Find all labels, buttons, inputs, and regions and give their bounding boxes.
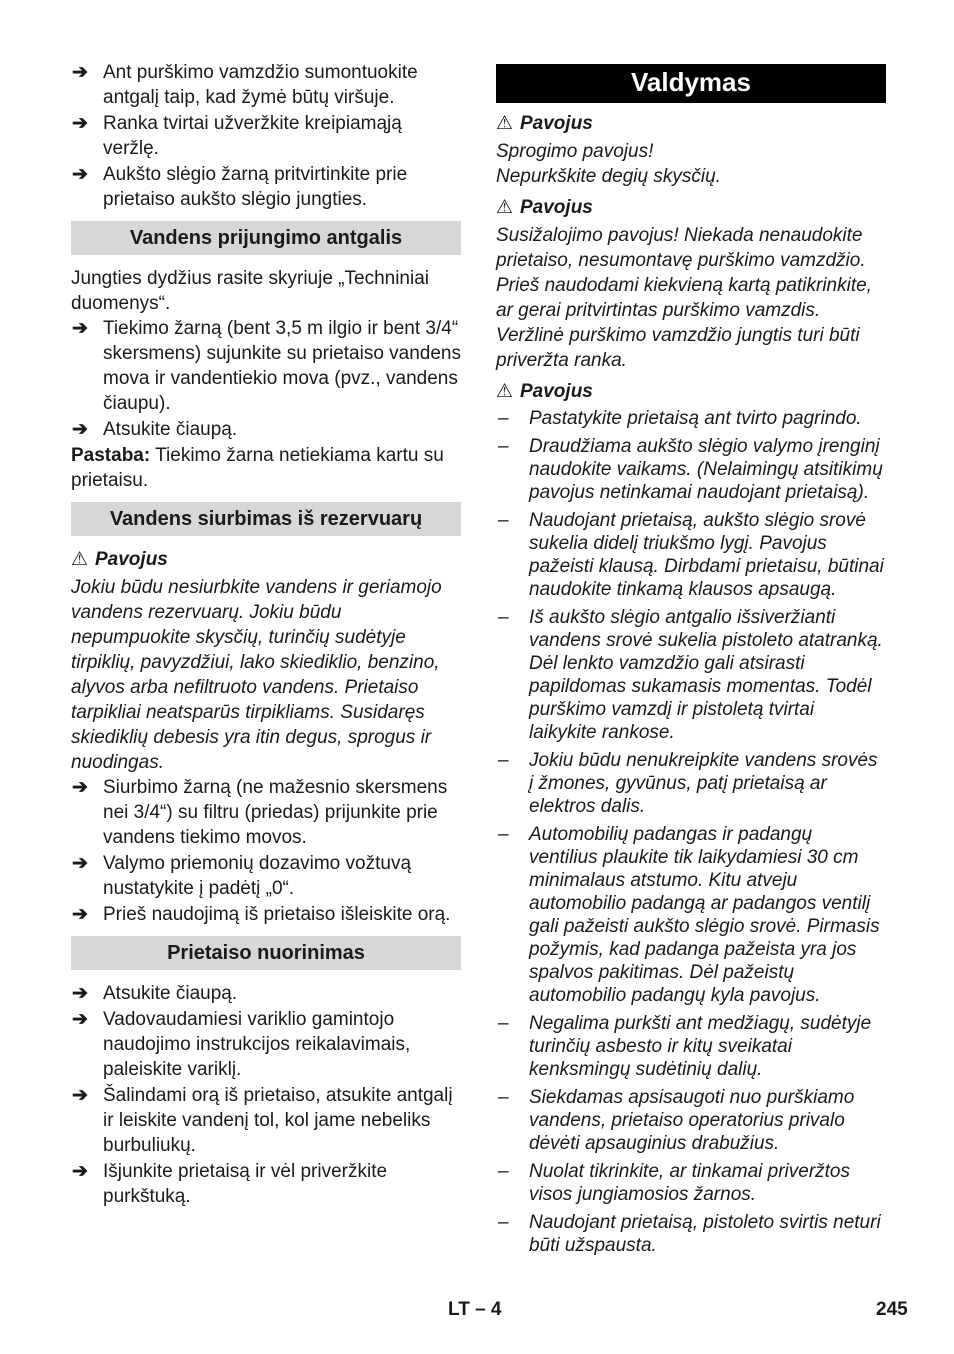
note: Pastaba: Tiekimo žarna netiekiama kartu su prietaisu. bbox=[71, 445, 444, 491]
arrow-icon: ➔ bbox=[72, 1161, 88, 1182]
step-item: ➔ Išjunkite prietaisą ir vėl priveržkite purkštuką. bbox=[72, 1161, 388, 1207]
step-item: ➔ Atsukite čiaupą. bbox=[72, 983, 238, 1004]
list-item: – Negalima purkšti ant medžiagų, sudėtyje turinčių asbesto ir kitų sveikatai kenksmingų sudėtinių dalių. bbox=[498, 1013, 872, 1080]
dash-bullet-icon: – bbox=[498, 408, 509, 429]
dash-bullet-icon: – bbox=[498, 1212, 509, 1233]
dash-bullet-icon: – bbox=[498, 436, 509, 457]
list-item: – Jokiu būdu nenukreipkite vandens srovės į žmones, gyvūnus, patį prietaisą ar elektros dalis. bbox=[498, 750, 878, 817]
list-item: – Nuolat tikrinkite, ar tinkamai priveržtos visos jungiamosios žarnos. bbox=[498, 1161, 850, 1205]
list-item: – Naudojant prietaisą, pistoleto svirtis neturi būti užspausta. bbox=[498, 1212, 881, 1256]
warning-triangle-icon: ⚠ bbox=[496, 113, 514, 134]
step-item: ➔ Ranka tvirtai užveržkite kreipiamąją veržlę. bbox=[72, 113, 402, 159]
step-item: ➔ Siurbimo žarną (ne mažesnio skersmens nei 3/4“) su filtru (priedas) prijunkite prie vandens tiekimo movos. bbox=[72, 777, 448, 848]
dash-bullet-icon: – bbox=[498, 1013, 509, 1034]
step-item: ➔ Atsukite čiaupą. bbox=[72, 419, 238, 440]
warning-text: Susižalojimo pavojus! Niekada nenaudokite prietaiso, nesumontavę purškimo vamzdžio. Prieš naudodami kiekvieną kartą patikrinkite, ar gerai pritvirtintas purškimo vamzdis. Veržlinė purškimo vamzdžio jungtis turi būti priveržta ranka. bbox=[496, 225, 872, 371]
footer-section-label: LT – 4 bbox=[448, 1299, 502, 1320]
arrow-icon: ➔ bbox=[72, 777, 88, 798]
dash-bullet-icon: – bbox=[498, 1087, 509, 1108]
dash-bullet-icon: – bbox=[498, 510, 509, 531]
warning-triangle-icon: ⚠ bbox=[496, 381, 514, 402]
warning-text: Sprogimo pavojus! bbox=[496, 141, 654, 162]
section-heading-tank-suction: Vandens siurbimas iš rezervuarų bbox=[71, 502, 461, 536]
step-item: ➔ Valymo priemonių dozavimo vožtuvą nustatykite į padėtį „0“. bbox=[72, 853, 412, 899]
warning-heading: ⚠ Pavojus bbox=[496, 381, 593, 402]
list-item: – Pastatykite prietaisą ant tvirto pagrindo. bbox=[498, 408, 862, 429]
chapter-title: Valdymas bbox=[496, 64, 886, 103]
right-column bbox=[496, 60, 886, 1262]
arrow-icon: ➔ bbox=[72, 113, 88, 134]
arrow-icon: ➔ bbox=[72, 318, 88, 339]
warning-heading: ⚠ Pavojus bbox=[496, 197, 593, 218]
list-item: – Iš aukšto slėgio antgalio išsiveržianti vandens srovė sukelia pistoleto atatranką. Dėl lenkto vamzdžio gali atsirasti papildomas sukamasis momentas. Todėl purškimo vamzdį ir pistoletą tvirtai laikykite rankose. bbox=[498, 607, 883, 743]
left-column bbox=[71, 60, 461, 1210]
step-item: ➔ Šalindami orą iš prietaiso, atsukite antgalį ir leiskite vandenį tol, kol jame nebeliks burbuliukų. bbox=[72, 1085, 453, 1156]
list-item: – Automobilių padangas ir padangų ventilius plaukite tik laikydamiesi 30 cm minimalaus atstumo. Kitu atveju automobilio padangą ar padangos ventilį gali pažeisti aukšto slėgio srovė. Pirmasis požymis, kad padanga pažeista yra jos spalvos pakitimas. Dėl pažeistų automobilio padangų kyla pavojus. bbox=[498, 824, 880, 1006]
warning-heading: ⚠ Pavojus bbox=[496, 113, 593, 134]
arrow-icon: ➔ bbox=[72, 1009, 88, 1030]
step-item: ➔ Tiekimo žarną (bent 3,5 m ilgio ir bent 3/4“ skersmens) sujunkite su prietaiso vandens mova ir vandentiekio mova (pvz., vandens čiaupu). bbox=[72, 318, 462, 414]
arrow-icon: ➔ bbox=[72, 983, 88, 1004]
list-item: – Draudžiama aukšto slėgio valymo įrenginį naudokite vaikams. (Nelaimingų atsitikimų pavojus netinkamai naudojant prietaisą). bbox=[498, 436, 883, 503]
step-item: ➔ Prieš naudojimą iš prietaiso išleiskite orą. bbox=[72, 904, 451, 925]
step-item: ➔ Ant purškimo vamzdžio sumontuokite antgalį taip, kad žymė būtų viršuje. bbox=[72, 62, 418, 108]
step-item: ➔ Vadovaudamiesi variklio gamintojo naudojimo instrukcijos reikalavimais, paleiskite variklį. bbox=[72, 1009, 411, 1080]
section-intro: Jungties dydžius rasite skyriuje „Techniniai duomenys“. bbox=[71, 268, 429, 314]
list-item: – Siekdamas apsisaugoti nuo purškiamo vandens, prietaiso operatorius privalo dėvėti apsauginius drabužius. bbox=[498, 1087, 855, 1154]
dash-bullet-icon: – bbox=[498, 824, 509, 845]
list-item: – Naudojant prietaisą, aukšto slėgio srovė sukelia didelį triukšmo lygį. Pavojus pažeisti klausą. Dirbdami prietaisu, būtinai naudokite tinkamą klausos apsaugą. bbox=[498, 510, 884, 600]
warning-triangle-icon: ⚠ bbox=[496, 197, 514, 218]
arrow-icon: ➔ bbox=[72, 904, 88, 925]
arrow-icon: ➔ bbox=[72, 1085, 88, 1106]
page-number: 245 bbox=[876, 1299, 908, 1320]
arrow-icon: ➔ bbox=[72, 853, 88, 874]
dash-bullet-icon: – bbox=[498, 1161, 509, 1182]
arrow-icon: ➔ bbox=[72, 62, 88, 83]
dash-bullet-icon: – bbox=[498, 607, 509, 628]
section-heading-bleeding: Prietaiso nuorinimas bbox=[71, 936, 461, 970]
arrow-icon: ➔ bbox=[72, 419, 88, 440]
warning-text: Jokiu būdu nesiurbkite vandens ir geriamojo vandens rezervuarų. Jokiu būdu nepumpuokite skysčių, turinčių sudėtyje tirpiklių, pavyzdžiui, lako skiediklio, benzino, alyvos arba nefiltruoto vandens. Prietaiso tarpikliai neatsparūs tirpikliams. Susidaręs skiediklių debesis yra itin degus, sprogus ir nuodingas. bbox=[71, 577, 442, 773]
warning-text: Nepurkškite degių skysčių. bbox=[496, 166, 721, 187]
dash-bullet-icon: – bbox=[498, 750, 509, 771]
step-item: ➔ Aukšto slėgio žarną pritvirtinkite prie prietaiso aukšto slėgio jungties. bbox=[72, 164, 408, 210]
section-heading-water-connection: Vandens prijungimo antgalis bbox=[71, 221, 461, 255]
warning-heading: ⚠ Pavojus bbox=[71, 549, 168, 570]
warning-triangle-icon: ⚠ bbox=[71, 549, 89, 570]
arrow-icon: ➔ bbox=[72, 164, 88, 185]
